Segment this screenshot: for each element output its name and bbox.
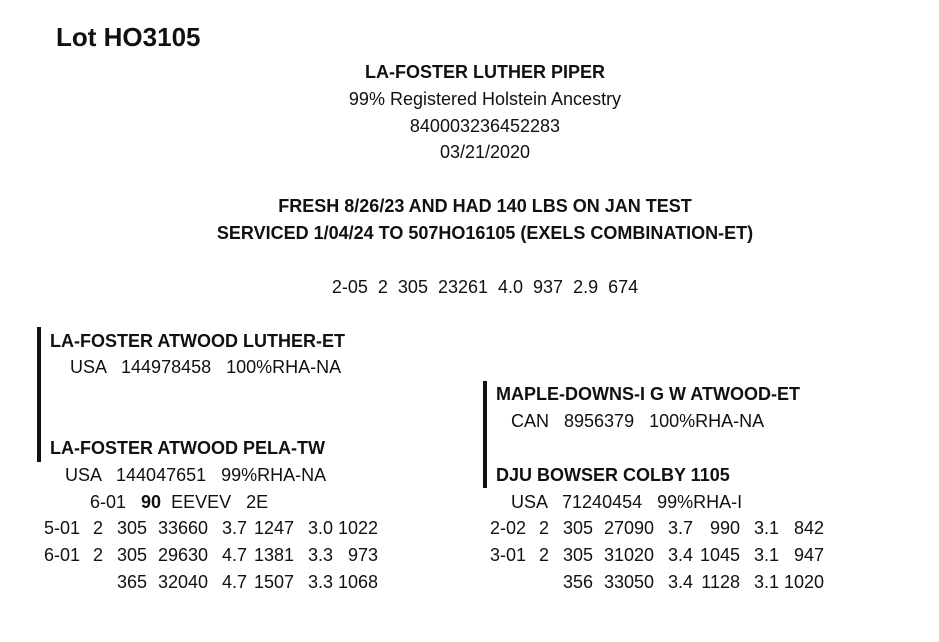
granddam-record-age: 3-01	[489, 545, 526, 565]
granddam-record-fat-pct: 3.4	[667, 572, 693, 592]
granddam-record-row	[489, 518, 836, 542]
dam-record-days: 365	[116, 572, 147, 592]
dam-record-protein: 973	[347, 545, 378, 565]
maternal-grandsire-info: CAN 8956379 100%RHA-NA	[511, 411, 765, 431]
dam-classification	[90, 492, 268, 513]
sire-info: USA 144978458 100%RHA-NA	[70, 357, 342, 377]
granddam-record-age: 2-02	[489, 518, 526, 538]
production-record: 2-05 2 305 23261 4.0 937 2.9 674	[331, 277, 639, 297]
service-note: SERVICED 1/04/24 TO 507HO16105 (EXELS COMBINATION-ET)	[216, 223, 754, 243]
maternal-grandparents-bracket	[483, 381, 487, 488]
granddam-record-fat: 1045	[699, 545, 740, 565]
dam-record-milk: 33660	[157, 518, 208, 538]
granddam-record-days: 305	[562, 545, 593, 565]
classification-suffix: 2E	[246, 492, 269, 512]
lot-title: Lot HO3105	[56, 22, 201, 52]
fresh-note: FRESH 8/26/23 AND HAD 140 LBS ON JAN TEST	[278, 196, 692, 216]
granddam-record-days: 356	[562, 572, 593, 592]
granddam-record-milk: 33050	[603, 572, 654, 592]
dam-record-milk: 29630	[157, 545, 208, 565]
dam-record-times: 2	[92, 545, 103, 565]
granddam-record-days: 305	[562, 518, 593, 538]
dam-record-fat: 1381	[253, 545, 294, 565]
classification-age: 6-01	[90, 492, 127, 512]
animal-name: LA-FOSTER LUTHER PIPER	[364, 62, 605, 82]
classification-code: EEVEV	[171, 492, 232, 512]
dam-info: USA 144047651 99%RHA-NA	[65, 465, 327, 485]
granddam-record-protein-pct: 3.1	[753, 545, 779, 565]
dam-record-days: 305	[116, 545, 147, 565]
granddam-record-fat: 1128	[701, 572, 740, 592]
dam-record-row	[43, 518, 390, 542]
granddam-record-protein: 947	[793, 545, 824, 565]
dam-record-protein-pct: 3.3	[307, 572, 333, 592]
dam-record-days: 305	[116, 518, 147, 538]
granddam-record-protein: 1020	[783, 572, 824, 592]
granddam-record-milk: 31020	[603, 545, 654, 565]
dam-record-fat-pct: 3.7	[221, 518, 247, 538]
classification-score: 90	[141, 492, 162, 512]
animal-id: 840003236452283	[409, 116, 561, 136]
sire-name: LA-FOSTER ATWOOD LUTHER-ET	[50, 331, 345, 351]
granddam-record-fat-pct: 3.7	[667, 518, 693, 538]
granddam-record-fat-pct: 3.4	[667, 545, 693, 565]
granddam-record-protein-pct: 3.1	[753, 572, 779, 592]
dam-record-fat: 1507	[253, 572, 294, 592]
maternal-grandsire-name: MAPLE-DOWNS-I G W ATWOOD-ET	[496, 384, 800, 404]
dam-record-age: 5-01	[43, 518, 80, 538]
maternal-granddam-name: DJU BOWSER COLBY 1105	[496, 465, 730, 485]
dam-record-protein-pct: 3.3	[307, 545, 333, 565]
dam-record-protein: 1022	[337, 518, 378, 538]
granddam-record-fat: 990	[709, 518, 740, 538]
granddam-record-milk: 27090	[603, 518, 654, 538]
maternal-granddam-info: USA 71240454 99%RHA-I	[511, 492, 743, 512]
dam-record-protein-pct: 3.0	[307, 518, 333, 538]
granddam-record-times: 2	[538, 545, 549, 565]
dam-record-fat-pct: 4.7	[221, 572, 247, 592]
granddam-record-protein: 842	[793, 518, 824, 538]
dam-record-row	[50, 572, 390, 596]
dam-record-times: 2	[92, 518, 103, 538]
granddam-record-row	[489, 545, 836, 569]
dam-record-row	[43, 545, 390, 569]
dam-record-age: 6-01	[43, 545, 80, 565]
granddam-record-times: 2	[538, 518, 549, 538]
dam-record-protein: 1068	[337, 572, 378, 592]
animal-birth-date: 03/21/2020	[439, 142, 531, 162]
dam-record-fat-pct: 4.7	[221, 545, 247, 565]
granddam-record-protein-pct: 3.1	[753, 518, 779, 538]
granddam-record-row	[496, 572, 836, 596]
dam-record-fat: 1247	[253, 518, 294, 538]
sire-dam-bracket	[37, 327, 41, 462]
animal-ancestry: 99% Registered Holstein Ancestry	[348, 89, 622, 109]
dam-record-milk: 32040	[157, 572, 208, 592]
dam-name: LA-FOSTER ATWOOD PELA-TW	[50, 438, 325, 458]
